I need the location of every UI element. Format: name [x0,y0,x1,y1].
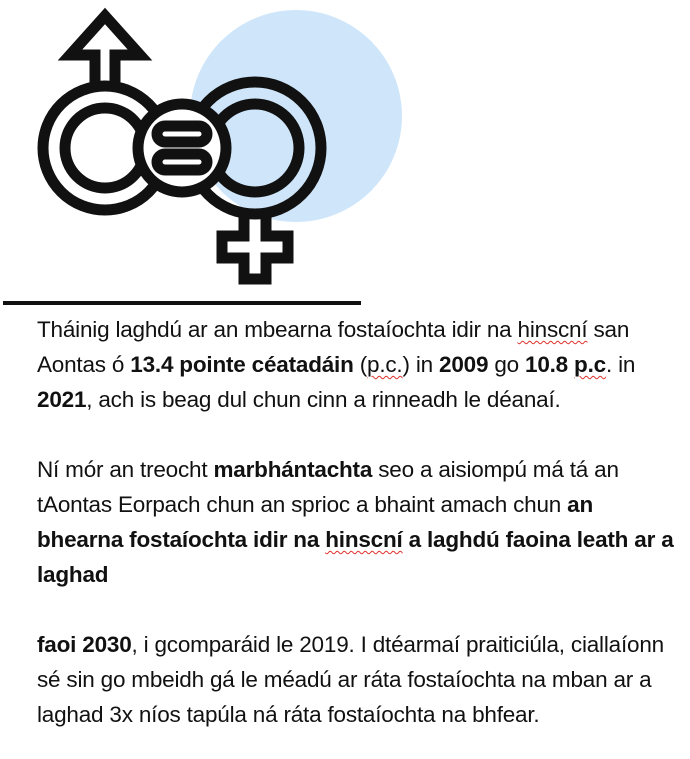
text-run: Tháinig laghdú ar an mbearna fostaíochta idir na [37,317,518,342]
bold-run: p.c [574,352,606,377]
female-cross [222,214,288,279]
paragraph-gap [37,592,677,627]
text-run: , i gcomparáid le 2019. I dtéarmaí praiticiúla, ciallaíonn sé sin go mbeidh gá le méadú ar ráta fostaíochta na mban ar a laghad 3x níos tapúla ná ráta fostaíochta na bhfear. [37,632,664,727]
bold-run: 13.4 pointe céatadáin [130,352,354,377]
bold-run: a laghdú faoina leath ar a laghad [37,527,674,587]
bold-run: hinscní [325,527,403,552]
text-run: . in [605,352,636,377]
text-run: seo a aisiompú má tá an tAontas Eorpach chun an sprioc a bhaint amach chun [37,457,619,517]
gender-equality-icon [0,0,420,300]
text-run: san Aontas ó [37,317,630,377]
paragraph-1 [37,312,677,417]
bold-run: marbhántachta [213,457,373,482]
bold-run: 2009 [439,352,489,377]
bold-run: 10.8 [525,352,575,377]
text-run: go [488,352,525,377]
equals-ring [138,104,226,192]
paragraph-2 [37,452,677,592]
bold-run: an bhearna fostaíochta idir na [37,492,594,552]
text-run: hinscní [517,317,588,342]
male-arrow [70,16,140,86]
text-run: p.c. [367,352,403,377]
text-run: ( [353,352,368,377]
section-divider [3,301,361,305]
paragraph-3 [37,627,677,732]
text-run: Ní mór an treocht [37,457,214,482]
bold-run: 2021 [37,387,87,412]
text-run: ) in [402,352,439,377]
paragraph-gap [37,417,677,452]
gender-equality-illustration [0,0,420,300]
body-text [37,312,677,732]
bold-run: faoi 2030 [37,632,132,657]
text-run: , ach is beag dul chun cinn a rinneadh le déanaí. [86,387,561,412]
